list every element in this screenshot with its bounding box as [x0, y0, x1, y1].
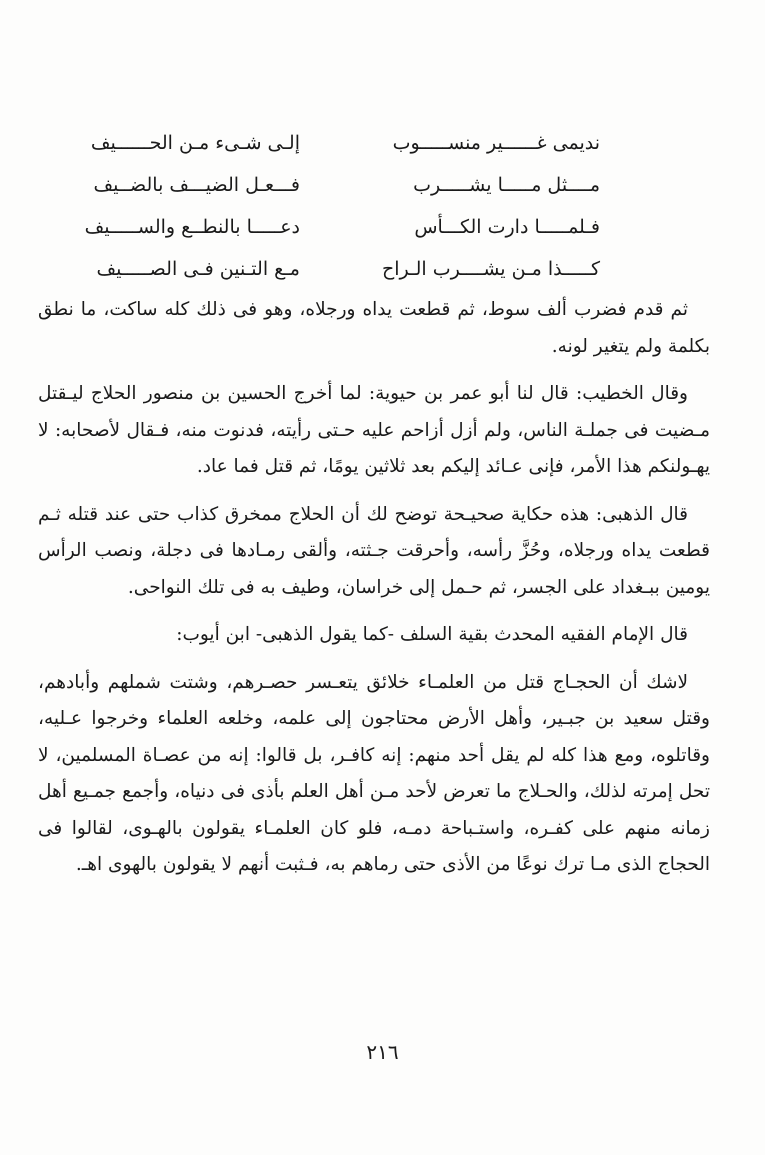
poem-verse	[70, 122, 600, 164]
verse-second-hemistich: إلـى شـىء مـن الحــــــيف	[90, 132, 300, 154]
verse-first-hemistich: فـلمـــــا دارت الكـــأس	[414, 216, 600, 238]
body-text	[38, 292, 710, 895]
paragraph-punishment: ثم قدم فضرب ألف سوط، ثم قطعت يداه ورجلاه، وهو فى ذلك كله ساكت، ما نطق بكلمة ولم يتغير لونه.	[38, 299, 710, 357]
poem-verse	[70, 206, 600, 248]
verse-second-hemistich: دعـــــا بالنطــع والســـــيف	[84, 216, 300, 238]
paragraph-ibn-ayyub-intro: قال الإمام الفقيه المحدث بقية السلف -كما يقول الذهبى- ابن أيوب:	[176, 624, 688, 645]
page-number: ٢١٦	[366, 1040, 399, 1064]
paragraph-khatib-narration: وقال الخطيب: قال لنا أبو عمر بن حيوية: لما أخرج الحسين بن منصور الحلاج ليـقتل مـضيت فى جملـة الناس، ولم أزل أزاحم عليه حـتى رأيته، فدنوت منه، فـقال لأصحابه: لا يهـولنكم هذا الأمر، فإنى عـائد إليكم بعد ثلاثين يومًا، ثم قتل فما عاد.	[38, 383, 710, 477]
verse-first-hemistich: مــــثل مـــــا يشـــــرب	[413, 174, 600, 196]
paragraph-dhahabi-comment: قال الذهبى: هذه حكاية صحيـحة توضح لك أن الحلاج ممخرق كذاب حتى عند قتله ثـم قطعت يداه ورجلاه، وحُزَّ رأسه، وأحرقت جـثته، وألقى رمـادها فى دجلة، ونصب الرأس يومين ببـغداد على الجسر، ثم حـمل إلى خراسان، وطيف به فى تلك النواحى.	[38, 503, 710, 598]
verse-first-hemistich: نديمى غــــــير منســـــوب	[392, 132, 600, 154]
poem-verse	[70, 248, 600, 290]
paragraph-ibn-ayyub-quote: لاشك أن الحجـاج قتل من العلمـاء خلائق يتعـسر حصـرهم، وشتت شملهم وأبادهم، وقتل سعيد بن جبـير، وأهل الأرض محتاجون إلى علمه، وخلعه العلماء وخرجوا عـليه، وقاتلوه، ومع هذا كله لم يقل أحد منهم: إنه كافـر، بل قالوا: إنه من عصـاة المسلمين، لا تحل إمرته لذلك، والحـلاج ما تعرض لأحد مـن أهل العلم بأذى فى دنياه، وأجمع جمـيع أهل زمانه منهم على كفـره، واستـباحة دمـه، فلو كان العلمـاء يقولون بالهـوى، لقالوا فى الحجاج الذى مـا ترك نوعًا من الأذى حتى رماهم به، فـثبت أنهم لا يقولون بالهوى اهـ.	[38, 671, 710, 875]
poem	[70, 122, 600, 290]
verse-second-hemistich: فـــعـل الضيـــف بالضــيف	[93, 174, 300, 196]
verse-first-hemistich: كـــــذا مـن يشــــرب الـراح	[382, 258, 600, 280]
poem-verse	[70, 164, 600, 206]
verse-second-hemistich: مـع التـنين فـى الصـــــيف	[96, 258, 300, 280]
